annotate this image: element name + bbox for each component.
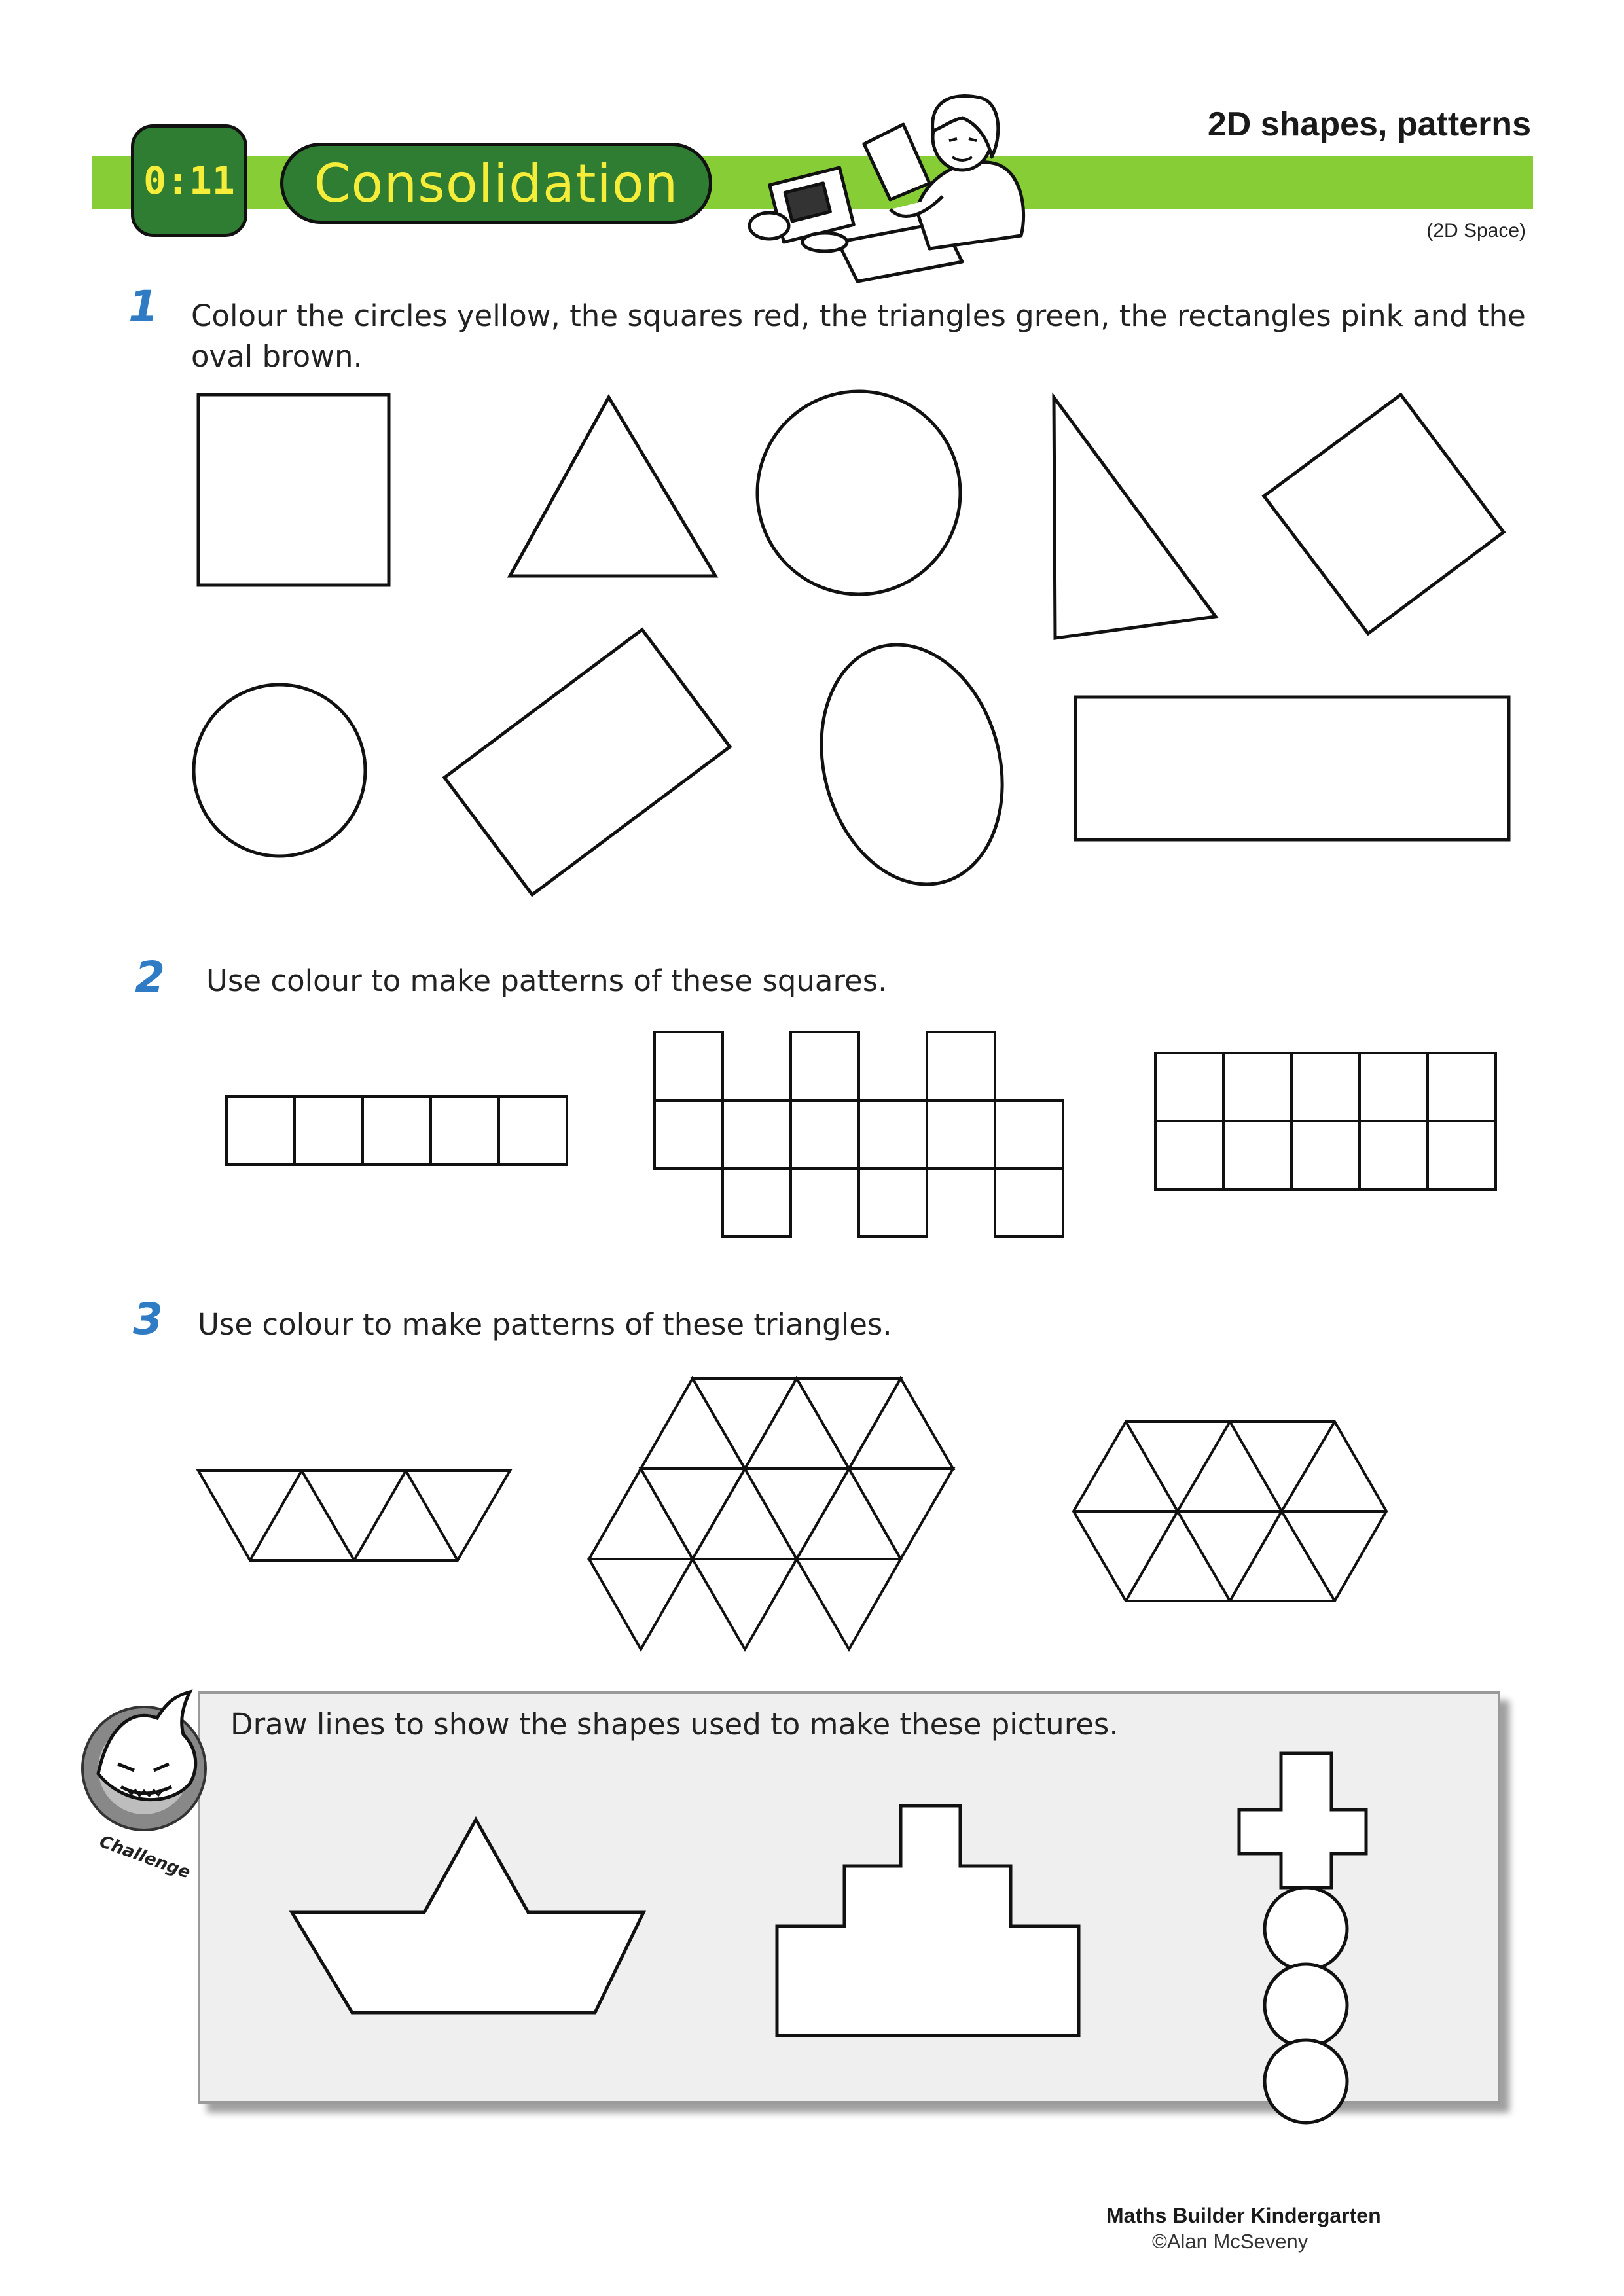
footer-copyright: ©Alan McSeveny xyxy=(1152,2230,1308,2253)
subtopic-label: (2D Space) xyxy=(1426,220,1526,242)
triangle-hexagon-pattern[interactable] xyxy=(1074,1422,1386,1601)
shape-rectangle-2[interactable] xyxy=(1075,697,1509,840)
question-2-text: Use colour to make patterns of these squares. xyxy=(206,963,888,998)
shape-square-1[interactable] xyxy=(198,395,389,585)
question-3-text: Use colour to make patterns of these triangles. xyxy=(198,1307,892,1342)
question-2-number: 2 xyxy=(135,952,165,1003)
shape-rectangle-1[interactable] xyxy=(444,630,730,895)
page-title: Consolidation xyxy=(314,152,679,214)
challenge-instruction: Draw lines to show the shapes used to make these pictures. xyxy=(230,1707,1119,1742)
worksheet-number-badge xyxy=(131,124,247,237)
challenge-box xyxy=(198,1691,1500,2104)
shape-oval[interactable] xyxy=(795,624,1028,905)
square-strip-pattern[interactable] xyxy=(226,1096,567,1164)
shape-circle-1[interactable] xyxy=(757,391,960,594)
shape-square-2[interactable] xyxy=(1264,395,1504,634)
square-grid-pattern[interactable] xyxy=(1155,1053,1496,1189)
question-1-number: 1 xyxy=(128,281,158,332)
worksheet-number: 0:11 xyxy=(143,158,235,203)
question-3-number: 3 xyxy=(133,1294,163,1344)
shape-triangle-1[interactable] xyxy=(510,397,715,576)
shape-triangle-2[interactable] xyxy=(1054,397,1216,638)
square-zigzag-pattern[interactable] xyxy=(655,1032,1063,1236)
title-pill xyxy=(280,143,712,224)
triangle-lattice-pattern[interactable] xyxy=(589,1378,953,1649)
question-1-text: Colour the circles yellow, the squares red, the triangles green, the rectangles pink and the oval brown. xyxy=(191,298,1526,374)
shape-circle-2[interactable] xyxy=(194,685,365,856)
topic-heading: 2D shapes, patterns xyxy=(1207,105,1531,143)
triangle-strip-pattern[interactable] xyxy=(198,1471,510,1560)
challenge-badge-label: Challenge xyxy=(96,1831,193,1883)
footer-book-title: Maths Builder Kindergarten xyxy=(1106,2204,1381,2227)
